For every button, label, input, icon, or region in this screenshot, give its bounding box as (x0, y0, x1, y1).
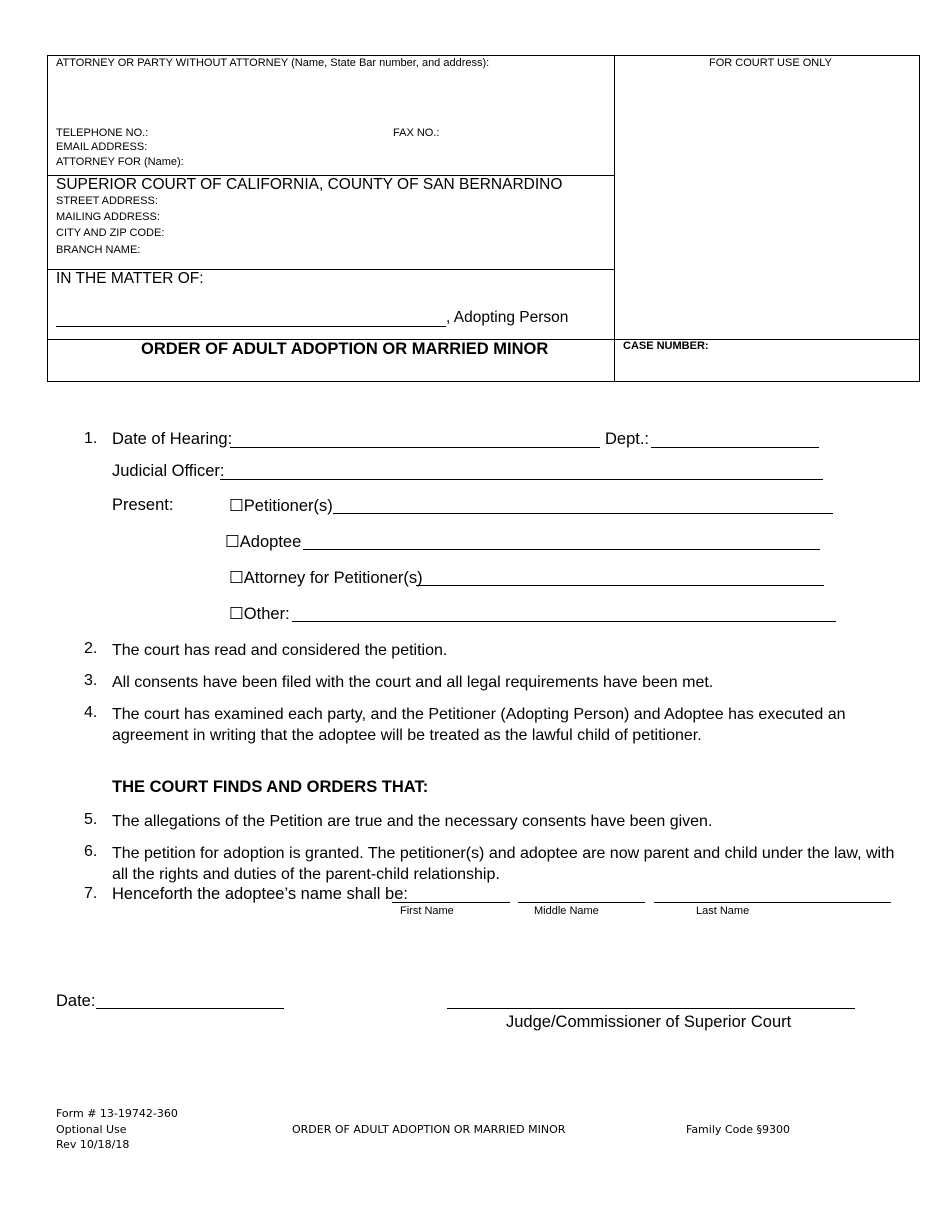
other-line[interactable] (292, 621, 836, 622)
telephone-label: TELEPHONE NO.: (56, 127, 149, 139)
judge-signature-line[interactable] (447, 1008, 855, 1009)
item-2-number: 2. (84, 640, 98, 657)
item-1-number: 1. (84, 430, 98, 447)
item-7-text: Henceforth the adoptee’s name shall be: (112, 885, 408, 903)
branch-name-label: BRANCH NAME: (56, 244, 141, 256)
petitioners-label: Petitioner(s) (243, 497, 333, 515)
middle-name-line[interactable] (518, 902, 645, 903)
email-label: EMAIL ADDRESS: (56, 141, 148, 153)
findings-heading: THE COURT FINDS AND ORDERS THAT: (112, 778, 429, 796)
item-4-number: 4. (84, 704, 98, 721)
dept-label: Dept.: (605, 430, 650, 448)
date-line[interactable] (96, 1008, 284, 1009)
checkbox-glyph: ☐ (229, 605, 244, 623)
adopting-person-line[interactable] (56, 326, 446, 327)
city-zip-label: CITY AND ZIP CODE: (56, 227, 165, 239)
checkbox-glyph: ☐ (229, 497, 244, 515)
other-checkbox[interactable] (229, 604, 290, 624)
adoptee-checkbox[interactable] (225, 532, 301, 552)
first-name-label: First Name (400, 905, 454, 917)
adoptee-label: Adoptee (239, 533, 302, 551)
adoptee-line[interactable] (303, 549, 820, 550)
item-7-number: 7. (84, 885, 98, 902)
family-code: Family Code §9300 (686, 1123, 791, 1136)
date-label: Date: (56, 992, 96, 1010)
dept-line[interactable] (651, 447, 819, 448)
judicial-officer-label: Judicial Officer: (112, 462, 225, 480)
present-label: Present: (112, 496, 174, 514)
optional-use: Optional Use (56, 1123, 127, 1136)
attorney-petitioners-label: Attorney for Petitioner(s) (243, 569, 423, 587)
petitioners-line[interactable] (333, 513, 833, 514)
middle-name-label: Middle Name (534, 905, 599, 917)
item-5-number: 5. (84, 811, 98, 828)
court-name: SUPERIOR COURT OF CALIFORNIA, COUNTY OF SAN BERNARDINO (56, 176, 563, 193)
date-of-hearing-label: Date of Hearing: (112, 430, 233, 448)
court-use-label: FOR COURT USE ONLY (709, 57, 832, 69)
other-label: Other: (243, 605, 290, 623)
caption-divider (614, 55, 615, 382)
item-6-number: 6. (84, 843, 98, 860)
matter-of-label: IN THE MATTER OF: (56, 270, 204, 287)
case-number-label: CASE NUMBER: (623, 340, 709, 352)
street-address-label: STREET ADDRESS: (56, 195, 158, 207)
adopting-person-label: , Adopting Person (446, 309, 569, 326)
form-number: Form # 13-19742-360 (56, 1107, 178, 1120)
attorney-petitioners-checkbox[interactable] (229, 568, 423, 588)
judicial-officer-line[interactable] (220, 479, 823, 480)
item-3-text: All consents have been filed with the court and all legal requirements have been met. (112, 674, 714, 691)
item-6-text: The petition for adoption is granted. The petitioner(s) and adoptee are now parent and child under the law, with all the rights and duties of the parent-child relationship. (112, 845, 895, 883)
item-4-text: The court has examined each party, and the Petitioner (Adopting Person) and Adoptee has executed an agreement in writing that the adoptee will be treated as the lawful child of petitioner. (112, 706, 846, 744)
item-5-text: The allegations of the Petition are true and the necessary consents have been given. (112, 813, 713, 830)
last-name-label: Last Name (696, 905, 750, 917)
footer-title: ORDER OF ADULT ADOPTION OR MARRIED MINOR (292, 1123, 566, 1136)
judge-label: Judge/Commissioner of Superior Court (506, 1013, 792, 1031)
item-2-text: The court has read and considered the petition. (112, 642, 448, 659)
fax-label: FAX NO.: (393, 127, 440, 139)
attorney-header: ATTORNEY OR PARTY WITHOUT ATTORNEY (Name, State Bar number, and address): (56, 57, 490, 69)
checkbox-glyph: ☐ (229, 569, 244, 587)
checkbox-glyph: ☐ (225, 533, 240, 551)
item-3-number: 3. (84, 672, 98, 689)
attorney-petitioners-line[interactable] (416, 585, 824, 586)
caption-box (47, 55, 920, 382)
last-name-line[interactable] (654, 902, 891, 903)
revision-date: Rev 10/18/18 (56, 1138, 130, 1151)
attorney-for-label: ATTORNEY FOR (Name): (56, 156, 184, 168)
mailing-address-label: MAILING ADDRESS: (56, 211, 160, 223)
first-name-line[interactable] (392, 902, 510, 903)
date-of-hearing-line[interactable] (230, 447, 600, 448)
petitioners-checkbox[interactable] (229, 496, 333, 516)
form-title: ORDER OF ADULT ADOPTION OR MARRIED MINOR (141, 340, 549, 358)
